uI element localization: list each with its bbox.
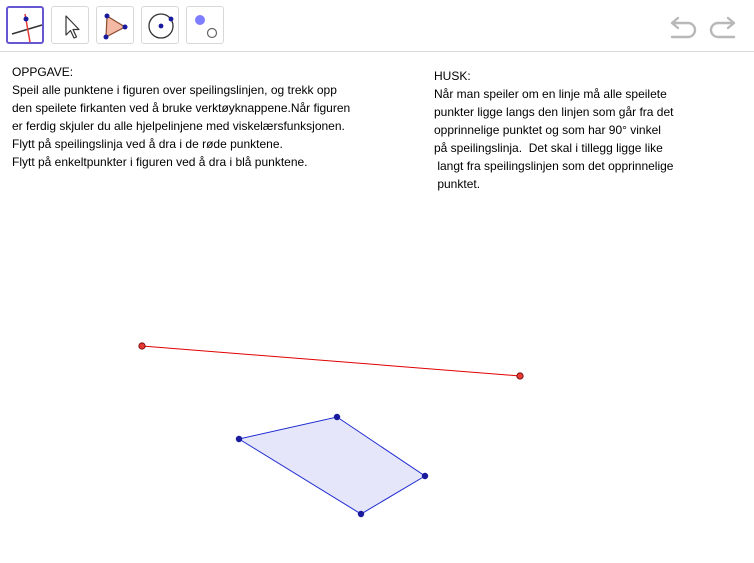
reminder-line: punkter ligge langs den linjen som går fra det <box>434 105 674 119</box>
quadrilateral[interactable] <box>239 417 425 514</box>
reminder-line: punktet. <box>434 177 481 191</box>
task-heading: OPPGAVE: <box>12 65 74 79</box>
mirror-line-endpoint-left[interactable] <box>139 343 145 349</box>
reminder-line: langt fra speilingslinjen som det opprinnelige <box>434 159 674 173</box>
task-line: Flytt på speilingslinja ved å dra i de røde punktene. <box>12 137 283 151</box>
polygon-icon <box>97 7 135 45</box>
point-style-tool-button[interactable] <box>186 6 224 44</box>
task-text <box>12 63 350 171</box>
task-line: Flytt på enkeltpunkter i figuren ved å dra i blå punktene. <box>12 155 308 169</box>
reminder-line: opprinnelige punktet og som har 90° vinkel <box>434 123 661 137</box>
arrow-cursor-icon <box>52 7 90 45</box>
move-tool-button[interactable] <box>51 6 89 44</box>
redo-icon[interactable] <box>706 12 738 40</box>
toolbar <box>0 0 754 52</box>
perpendicular-line-tool-button[interactable] <box>6 6 44 44</box>
graphics-view[interactable] <box>0 53 754 558</box>
vertex-point[interactable] <box>422 473 428 479</box>
mirror-line-endpoint-right[interactable] <box>517 373 523 379</box>
perpendicular-line-icon <box>8 8 46 46</box>
reminder-text <box>434 67 673 193</box>
polygon-tool-button[interactable] <box>96 6 134 44</box>
vertex-point[interactable] <box>358 511 364 517</box>
vertex-point[interactable] <box>334 414 340 420</box>
task-line: er ferdig skjuler du alle hjelpelinjene med viskelærsfunksjonen. <box>12 119 345 133</box>
vertex-point[interactable] <box>236 436 242 442</box>
undo-icon[interactable] <box>668 12 700 40</box>
circle-center-icon <box>142 7 180 45</box>
reminder-heading: HUSK: <box>434 69 471 83</box>
circle-center-tool-button[interactable] <box>141 6 179 44</box>
point-style-icon <box>187 7 225 45</box>
reminder-line: Når man speiler om en linje må alle speilete <box>434 87 667 101</box>
mirror-line[interactable] <box>142 346 520 376</box>
task-line: den speilete firkanten ved å bruke verktøyknappene.Når figuren <box>12 101 351 115</box>
reminder-line: på speilingslinja. Det skal i tillegg ligge like <box>434 141 663 155</box>
task-line: Speil alle punktene i figuren over speilingslinjen, og trekk opp <box>12 83 337 97</box>
